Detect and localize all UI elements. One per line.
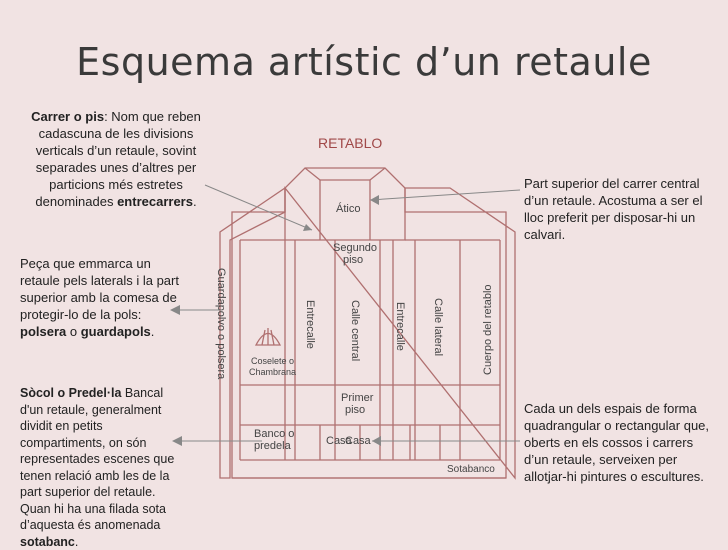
label-banco-2: predela: [254, 440, 291, 452]
label-sotabanco: Sotabanco: [447, 464, 495, 475]
label-segundo-2: piso: [343, 254, 364, 266]
note-casa: Cada un dels espais de forma quadrangular o rectangular que, oberts en els cossos i carrers d’un retaule, serveixen per allotjar-hi pintures o escultures.: [524, 401, 710, 484]
note-carrer: Carrer o pis: Nom que reben cadascuna de les divisions verticals d’un retaule, sovint separades unes d’altres per particions més estretes denominades entrecarrers.: [31, 109, 201, 209]
note-atic: Part superior del carrer central d’un retaule. Acostuma a ser el lloc preferit per disposar-hi un calvari.: [524, 176, 703, 242]
label-casa-1: Casa: [326, 435, 352, 447]
label-casa-2: Casa: [345, 435, 371, 447]
note-polsera: Peça que emmarca un retaule pels laterals i la part superior amb la comesa de protegir-lo de la pols: polsera o guardapols.: [20, 256, 179, 339]
arrow-carrer: [205, 185, 312, 230]
label-calle-central: Calle central: [349, 300, 361, 362]
label-coselete-2: Chambrana: [249, 367, 297, 377]
label-primer-2: piso: [345, 404, 366, 416]
label-banco-1: Banco o: [254, 428, 295, 440]
page-title: Esquema artístic d’un retaule: [76, 40, 652, 84]
label-entrecalle-right: Entrecalle: [394, 302, 406, 351]
note-socol: Sòcol o Predel·la Bancal d'un retaule, generalment dividit en petits compartiments, on són representades escenes que tenen relació amb les de la part superior del retaule. Quan hi ha una filada sota d’aquesta és anomenada sotabanc.: [20, 386, 175, 549]
label-entrecalle-left: Entrecalle: [304, 300, 316, 349]
diagram-heading: RETABLO: [318, 135, 383, 151]
label-guardapolvo: Guardapolvo o polsera: [215, 268, 227, 380]
label-primer-1: Primer: [341, 392, 374, 404]
label-segundo-1: Segundo: [333, 242, 378, 254]
arrow-atic: [370, 190, 520, 200]
label-coselete-1: Coselete o: [251, 356, 295, 366]
label-cuerpo: Cuerpo del retablo: [482, 284, 494, 375]
label-atico: Ático: [336, 203, 361, 215]
label-calle-lateral: Calle lateral: [432, 298, 444, 357]
